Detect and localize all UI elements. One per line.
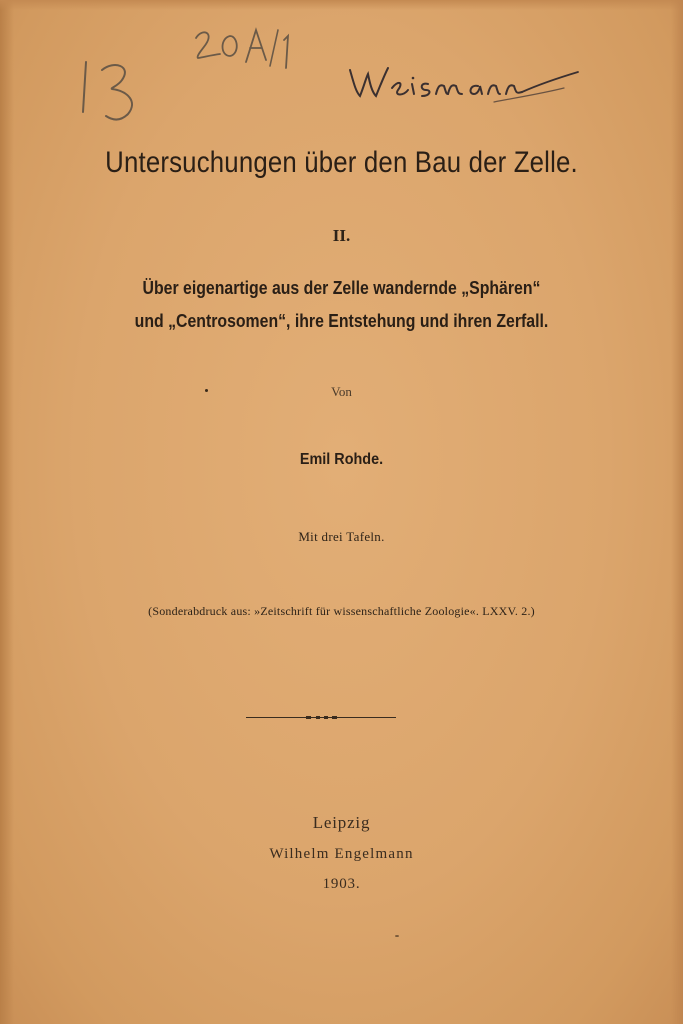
book-title: Untersuchungen über den Bau der Zelle. (105, 146, 578, 179)
reprint-note: (Sonderabdruck aus: »Zeitschrift für wissenschaftliche Zoologie«. LXXV. 2.) (148, 604, 535, 618)
paper-edge-top (0, 0, 683, 10)
paper-edge-left (0, 0, 14, 1024)
handwritten-catalog-mark (190, 24, 298, 74)
by-label: Von (331, 384, 352, 399)
author-name: Emil Rohde. (299, 451, 384, 468)
subtitle-line-2: und „Centrosomen“, ihre Entstehung und ihren Zerfall. (134, 311, 549, 331)
publication-year: 1903. (322, 876, 361, 892)
handwritten-shelf-number (76, 58, 146, 130)
subtitle-line-1: Über eigenartige aus der Zelle wandernde „Sphären“ (142, 278, 541, 298)
paper-edge-right (671, 0, 683, 1024)
plates-note: Mit drei Tafeln. (298, 529, 385, 544)
part-number: II. (332, 226, 351, 245)
book-subtitle (41, 272, 642, 338)
ornamental-rule (246, 716, 396, 719)
paper-speck (205, 389, 208, 392)
handwritten-owner-signature (344, 58, 584, 108)
publication-city: Leipzig (312, 813, 371, 832)
publisher-name: Wilhelm Engelmann (269, 846, 414, 862)
paper-speck (395, 935, 399, 937)
